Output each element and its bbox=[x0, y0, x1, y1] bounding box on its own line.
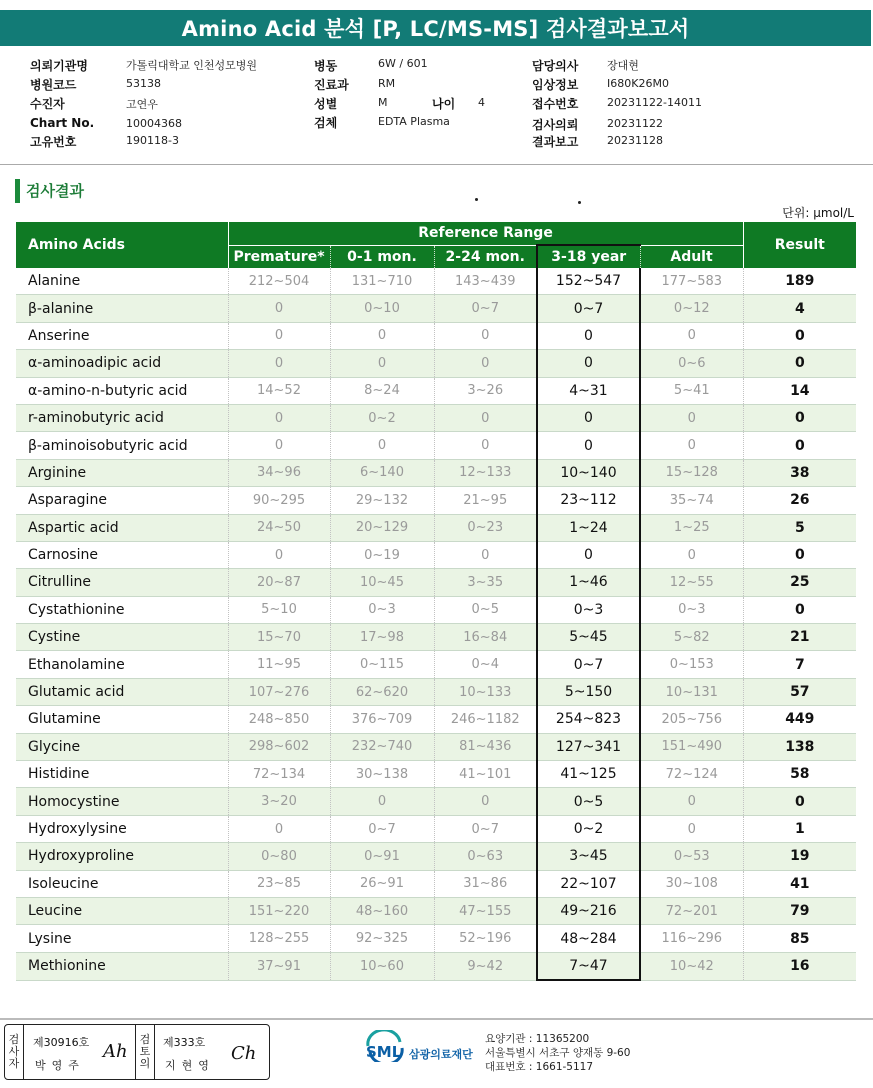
result-value: 16 bbox=[743, 952, 856, 980]
reference-range-cell: 0~2 bbox=[537, 815, 640, 842]
org-info bbox=[485, 1032, 630, 1074]
result-value: 1 bbox=[743, 815, 856, 842]
table-row bbox=[16, 870, 856, 897]
reference-range-cell: 0~115 bbox=[330, 651, 434, 678]
table-row bbox=[16, 295, 856, 322]
reference-range-cell: 0~7 bbox=[434, 815, 537, 842]
reference-range-cell: 205~756 bbox=[640, 706, 743, 733]
reference-range-cell: 0~3 bbox=[537, 596, 640, 623]
reference-range-cell: 0 bbox=[228, 541, 330, 568]
reference-range-cell: 151~220 bbox=[228, 897, 330, 924]
reference-range-cell: 107~276 bbox=[228, 678, 330, 705]
reference-range-cell: 47~155 bbox=[434, 897, 537, 924]
reference-range-cell: 0~19 bbox=[330, 541, 434, 568]
section-title: 검사결과 bbox=[15, 179, 84, 203]
result-value: 19 bbox=[743, 843, 856, 870]
col-header-reference-range: Reference Range bbox=[228, 222, 743, 245]
hospital-code-value: 53138 bbox=[126, 77, 161, 90]
reference-range-cell: 0 bbox=[330, 432, 434, 459]
col-header-adult: Adult bbox=[640, 245, 743, 268]
inspector-label: 검 사 자 bbox=[5, 1025, 24, 1079]
reviewer-license: 제333호 bbox=[163, 1036, 206, 1049]
reference-range-cell: 29~132 bbox=[330, 487, 434, 514]
amino-acid-name: Cystathionine bbox=[16, 596, 228, 623]
report-date-label: 결과보고 bbox=[532, 135, 579, 149]
reference-range-cell: 90~295 bbox=[228, 487, 330, 514]
reference-range-cell: 0~3 bbox=[640, 596, 743, 623]
reference-range-cell: 11~95 bbox=[228, 651, 330, 678]
reference-range-cell: 0 bbox=[640, 322, 743, 349]
reference-range-cell: 10~60 bbox=[330, 952, 434, 980]
amino-acid-name: r-aminobutyric acid bbox=[16, 404, 228, 431]
reference-range-cell: 3~45 bbox=[537, 843, 640, 870]
table-row bbox=[16, 268, 856, 295]
amino-acid-name: Anserine bbox=[16, 322, 228, 349]
table-row bbox=[16, 596, 856, 623]
reference-range-cell: 52~196 bbox=[434, 925, 537, 952]
amino-acid-name: α-amino-n-butyric acid bbox=[16, 377, 228, 404]
age-value: 4 bbox=[478, 96, 485, 109]
reference-range-cell: 0~3 bbox=[330, 596, 434, 623]
amino-acid-name: β-alanine bbox=[16, 295, 228, 322]
reviewer-signature-icon: Ch bbox=[231, 1043, 257, 1064]
reference-range-cell: 5~10 bbox=[228, 596, 330, 623]
hospital-code-label: 병원코드 bbox=[30, 78, 77, 92]
table-row bbox=[16, 377, 856, 404]
reference-range-cell: 0 bbox=[434, 788, 537, 815]
reference-range-cell: 0~6 bbox=[640, 350, 743, 377]
reference-range-cell: 34~96 bbox=[228, 459, 330, 486]
inspector-signature-icon: Ah bbox=[103, 1041, 128, 1062]
amino-acid-name: β-aminoisobutyric acid bbox=[16, 432, 228, 459]
reference-range-cell: 0~63 bbox=[434, 843, 537, 870]
reference-range-cell: 20~87 bbox=[228, 569, 330, 596]
result-value: 38 bbox=[743, 459, 856, 486]
chart-label: Chart No. bbox=[30, 116, 95, 130]
reference-range-cell: 72~201 bbox=[640, 897, 743, 924]
result-value: 0 bbox=[743, 541, 856, 568]
reference-range-cell: 10~42 bbox=[640, 952, 743, 980]
unit-label: 단위: μmol/L bbox=[782, 206, 854, 220]
reference-range-cell: 0 bbox=[537, 541, 640, 568]
reference-range-cell: 0~5 bbox=[537, 788, 640, 815]
table-row bbox=[16, 569, 856, 596]
reference-range-cell: 72~124 bbox=[640, 761, 743, 788]
amino-acid-name: Lysine bbox=[16, 925, 228, 952]
clinical-label: 임상정보 bbox=[532, 78, 579, 92]
reference-range-cell: 10~45 bbox=[330, 569, 434, 596]
table-row bbox=[16, 459, 856, 486]
result-value: 58 bbox=[743, 761, 856, 788]
reference-range-cell: 152~547 bbox=[537, 268, 640, 295]
reference-range-cell: 212~504 bbox=[228, 268, 330, 295]
reference-range-cell: 0 bbox=[228, 432, 330, 459]
reference-range-cell: 0 bbox=[228, 350, 330, 377]
result-value: 0 bbox=[743, 788, 856, 815]
reference-range-cell: 1~46 bbox=[537, 569, 640, 596]
reference-range-cell: 9~42 bbox=[434, 952, 537, 980]
reference-range-cell: 0 bbox=[434, 322, 537, 349]
dept-label: 진료과 bbox=[314, 78, 349, 92]
reference-range-cell: 3~26 bbox=[434, 377, 537, 404]
report-date-value: 20231128 bbox=[607, 134, 663, 147]
amino-acid-name: Ethanolamine bbox=[16, 651, 228, 678]
signature-box bbox=[4, 1024, 270, 1080]
ward-label: 병동 bbox=[314, 59, 338, 73]
amino-acid-name: Carnosine bbox=[16, 541, 228, 568]
inspector-license: 제30916호 bbox=[33, 1036, 90, 1049]
result-value: 0 bbox=[743, 596, 856, 623]
reference-range-cell: 16~84 bbox=[434, 624, 537, 651]
ward-value: 6W / 601 bbox=[378, 57, 428, 70]
result-value: 14 bbox=[743, 377, 856, 404]
reference-range-cell: 12~133 bbox=[434, 459, 537, 486]
reference-range-cell: 10~131 bbox=[640, 678, 743, 705]
result-value: 449 bbox=[743, 706, 856, 733]
result-value: 7 bbox=[743, 651, 856, 678]
reference-range-cell: 0 bbox=[640, 404, 743, 431]
table-row bbox=[16, 788, 856, 815]
decorative-dot bbox=[578, 201, 581, 204]
reference-range-cell: 248~850 bbox=[228, 706, 330, 733]
unique-label: 고유번호 bbox=[30, 135, 77, 149]
report-info bbox=[0, 0, 873, 170]
reference-range-cell: 0~91 bbox=[330, 843, 434, 870]
col-header-3-18-year: 3-18 year bbox=[537, 245, 640, 268]
reference-range-cell: 0~80 bbox=[228, 843, 330, 870]
amino-acid-name: Cystine bbox=[16, 624, 228, 651]
org-address: 서울특별시 서초구 양재동 9-60 bbox=[485, 1047, 631, 1059]
table-row bbox=[16, 952, 856, 980]
reference-range-cell: 3~35 bbox=[434, 569, 537, 596]
table-row bbox=[16, 624, 856, 651]
amino-acid-name: Glutamic acid bbox=[16, 678, 228, 705]
clinical-value: I680K26M0 bbox=[607, 77, 669, 90]
reference-range-cell: 72~134 bbox=[228, 761, 330, 788]
reference-range-cell: 0 bbox=[537, 432, 640, 459]
result-value: 0 bbox=[743, 322, 856, 349]
table-row bbox=[16, 322, 856, 349]
reference-range-cell: 177~583 bbox=[640, 268, 743, 295]
reference-range-cell: 5~45 bbox=[537, 624, 640, 651]
reference-range-cell: 12~55 bbox=[640, 569, 743, 596]
reference-range-cell: 24~50 bbox=[228, 514, 330, 541]
table-row bbox=[16, 733, 856, 760]
result-value: 41 bbox=[743, 870, 856, 897]
reference-range-cell: 62~620 bbox=[330, 678, 434, 705]
reference-range-cell: 127~341 bbox=[537, 733, 640, 760]
table-row bbox=[16, 761, 856, 788]
reference-range-cell: 0 bbox=[640, 432, 743, 459]
amino-acid-name: Citrulline bbox=[16, 569, 228, 596]
amino-acid-name: Aspartic acid bbox=[16, 514, 228, 541]
reference-range-cell: 30~138 bbox=[330, 761, 434, 788]
hospital-label: 의뢰기관명 bbox=[30, 59, 88, 73]
table-row bbox=[16, 541, 856, 568]
reference-range-cell: 0~53 bbox=[640, 843, 743, 870]
result-value: 25 bbox=[743, 569, 856, 596]
reference-range-cell: 0 bbox=[640, 815, 743, 842]
result-value: 79 bbox=[743, 897, 856, 924]
reference-range-cell: 246~1182 bbox=[434, 706, 537, 733]
reference-range-cell: 0~5 bbox=[434, 596, 537, 623]
chart-value: 10004368 bbox=[126, 117, 182, 130]
reference-range-cell: 0 bbox=[228, 322, 330, 349]
amino-acid-name: Leucine bbox=[16, 897, 228, 924]
table-row bbox=[16, 678, 856, 705]
amino-acid-name: Arginine bbox=[16, 459, 228, 486]
receipt-value: 20231122-14011 bbox=[607, 96, 702, 109]
col-header-result: Result bbox=[743, 222, 856, 268]
result-value: 0 bbox=[743, 432, 856, 459]
result-value: 0 bbox=[743, 350, 856, 377]
reference-range-cell: 7~47 bbox=[537, 952, 640, 980]
reference-range-cell: 20~129 bbox=[330, 514, 434, 541]
result-value: 5 bbox=[743, 514, 856, 541]
reference-range-cell: 0~10 bbox=[330, 295, 434, 322]
reference-range-cell: 131~710 bbox=[330, 268, 434, 295]
reference-range-cell: 0 bbox=[228, 815, 330, 842]
dept-value: RM bbox=[378, 77, 396, 90]
result-value: 85 bbox=[743, 925, 856, 952]
reference-range-cell: 48~284 bbox=[537, 925, 640, 952]
reviewer-name: 지현영 bbox=[165, 1059, 215, 1072]
amino-acid-name: Histidine bbox=[16, 761, 228, 788]
table-row bbox=[16, 815, 856, 842]
reference-range-cell: 0~4 bbox=[434, 651, 537, 678]
amino-acid-name: α-aminoadipic acid bbox=[16, 350, 228, 377]
amino-acid-name: Alanine bbox=[16, 268, 228, 295]
reference-range-cell: 81~436 bbox=[434, 733, 537, 760]
info-divider bbox=[0, 164, 873, 165]
reference-range-cell: 49~216 bbox=[537, 897, 640, 924]
result-value: 26 bbox=[743, 487, 856, 514]
reference-range-cell: 0 bbox=[537, 350, 640, 377]
reference-range-cell: 6~140 bbox=[330, 459, 434, 486]
table-row bbox=[16, 925, 856, 952]
reference-range-cell: 143~439 bbox=[434, 268, 537, 295]
footer-divider bbox=[0, 1018, 873, 1020]
amino-acid-name: Hydroxylysine bbox=[16, 815, 228, 842]
reference-range-cell: 116~296 bbox=[640, 925, 743, 952]
reference-range-cell: 151~490 bbox=[640, 733, 743, 760]
reference-range-cell: 3~20 bbox=[228, 788, 330, 815]
patient-value: 고연우 bbox=[126, 98, 158, 111]
reference-range-cell: 254~823 bbox=[537, 706, 640, 733]
inspector-name: 박영주 bbox=[35, 1059, 85, 1072]
reference-range-cell: 22~107 bbox=[537, 870, 640, 897]
reference-range-cell: 37~91 bbox=[228, 952, 330, 980]
reference-range-cell: 0 bbox=[434, 541, 537, 568]
reference-range-cell: 41~101 bbox=[434, 761, 537, 788]
result-value: 4 bbox=[743, 295, 856, 322]
result-value: 21 bbox=[743, 624, 856, 651]
reference-range-cell: 128~255 bbox=[228, 925, 330, 952]
reference-range-cell: 4~31 bbox=[537, 377, 640, 404]
reference-range-cell: 92~325 bbox=[330, 925, 434, 952]
reference-range-cell: 0 bbox=[537, 322, 640, 349]
reference-range-cell: 0 bbox=[640, 788, 743, 815]
table-row bbox=[16, 651, 856, 678]
reference-range-cell: 35~74 bbox=[640, 487, 743, 514]
doctor-value: 장대현 bbox=[607, 59, 639, 72]
reference-range-cell: 5~82 bbox=[640, 624, 743, 651]
reference-range-cell: 1~24 bbox=[537, 514, 640, 541]
org-phone: 대표번호 : 1661-5117 bbox=[485, 1061, 594, 1073]
reference-range-cell: 10~140 bbox=[537, 459, 640, 486]
receipt-label: 접수번호 bbox=[532, 97, 579, 111]
reference-range-cell: 5~41 bbox=[640, 377, 743, 404]
table-row bbox=[16, 706, 856, 733]
org-code: 요양기관 : 11365200 bbox=[485, 1033, 590, 1045]
reference-range-cell: 1~25 bbox=[640, 514, 743, 541]
reference-range-cell: 17~98 bbox=[330, 624, 434, 651]
doctor-label: 담당의사 bbox=[532, 59, 579, 73]
sex-value: M bbox=[378, 96, 388, 109]
reference-range-cell: 0 bbox=[228, 404, 330, 431]
reference-range-cell: 8~24 bbox=[330, 377, 434, 404]
reference-range-cell: 0 bbox=[434, 404, 537, 431]
specimen-label: 검체 bbox=[314, 116, 338, 130]
reference-range-cell: 0~23 bbox=[434, 514, 537, 541]
reference-range-cell: 14~52 bbox=[228, 377, 330, 404]
reference-range-cell: 30~108 bbox=[640, 870, 743, 897]
table-row bbox=[16, 514, 856, 541]
table-row bbox=[16, 350, 856, 377]
request-label: 검사의뢰 bbox=[532, 118, 579, 132]
reference-range-cell: 0~7 bbox=[434, 295, 537, 322]
org-short-name: SML bbox=[366, 1043, 402, 1061]
report-title: Amino Acid 분석 [P, LC/MS-MS] 검사결과보고서 bbox=[0, 10, 871, 46]
sex-label: 성별 bbox=[314, 97, 338, 111]
result-value: 57 bbox=[743, 678, 856, 705]
reference-range-cell: 0~7 bbox=[330, 815, 434, 842]
reference-range-cell: 10~133 bbox=[434, 678, 537, 705]
reference-range-cell: 0 bbox=[640, 541, 743, 568]
age-label: 나이 bbox=[432, 97, 456, 111]
reference-range-cell: 0~153 bbox=[640, 651, 743, 678]
reference-range-cell: 21~95 bbox=[434, 487, 537, 514]
reference-range-cell: 0~12 bbox=[640, 295, 743, 322]
specimen-value: EDTA Plasma bbox=[378, 115, 450, 128]
reviewer-label: 검 토 의 bbox=[135, 1025, 155, 1079]
table-row bbox=[16, 843, 856, 870]
reference-range-cell: 26~91 bbox=[330, 870, 434, 897]
result-value: 0 bbox=[743, 404, 856, 431]
reference-range-cell: 232~740 bbox=[330, 733, 434, 760]
table-row bbox=[16, 487, 856, 514]
reference-range-cell: 0~7 bbox=[537, 295, 640, 322]
table-row bbox=[16, 432, 856, 459]
reference-range-cell: 15~70 bbox=[228, 624, 330, 651]
amino-acid-name: Glycine bbox=[16, 733, 228, 760]
table-row bbox=[16, 897, 856, 924]
reference-range-cell: 298~602 bbox=[228, 733, 330, 760]
col-header-2-24-mon: 2-24 mon. bbox=[434, 245, 537, 268]
reference-range-cell: 376~709 bbox=[330, 706, 434, 733]
result-value: 189 bbox=[743, 268, 856, 295]
reference-range-cell: 0 bbox=[330, 322, 434, 349]
reference-range-cell: 5~150 bbox=[537, 678, 640, 705]
reference-range-cell: 31~86 bbox=[434, 870, 537, 897]
amino-acid-name: Hydroxyproline bbox=[16, 843, 228, 870]
col-header-amino-acids: Amino Acids bbox=[16, 222, 228, 268]
amino-acid-name: Asparagine bbox=[16, 487, 228, 514]
reference-range-cell: 0 bbox=[330, 350, 434, 377]
decorative-dot bbox=[475, 198, 478, 201]
amino-acid-table bbox=[16, 222, 856, 981]
patient-label: 수진자 bbox=[30, 97, 65, 111]
unique-value: 190118-3 bbox=[126, 134, 179, 147]
amino-acid-name: Glutamine bbox=[16, 706, 228, 733]
table-row bbox=[16, 404, 856, 431]
hospital-value: 가톨릭대학교 인천성모병원 bbox=[126, 59, 258, 72]
reference-range-cell: 23~85 bbox=[228, 870, 330, 897]
col-header-0-1-mon: 0-1 mon. bbox=[330, 245, 434, 268]
amino-acid-name: Homocystine bbox=[16, 788, 228, 815]
reference-range-cell: 0 bbox=[434, 350, 537, 377]
reference-range-cell: 0~7 bbox=[537, 651, 640, 678]
reference-range-cell: 15~128 bbox=[640, 459, 743, 486]
reference-range-cell: 48~160 bbox=[330, 897, 434, 924]
reference-range-cell: 0~2 bbox=[330, 404, 434, 431]
reference-range-cell: 23~112 bbox=[537, 487, 640, 514]
amino-acid-name: Methionine bbox=[16, 952, 228, 980]
reference-range-cell: 0 bbox=[537, 404, 640, 431]
result-value: 138 bbox=[743, 733, 856, 760]
request-value: 20231122 bbox=[607, 117, 663, 130]
amino-acid-name: Isoleucine bbox=[16, 870, 228, 897]
reference-range-cell: 0 bbox=[330, 788, 434, 815]
col-header-premature: Premature* bbox=[228, 245, 330, 268]
reference-range-cell: 0 bbox=[228, 295, 330, 322]
org-name: 삼광의료재단 bbox=[409, 1048, 473, 1061]
reference-range-cell: 0 bbox=[434, 432, 537, 459]
reference-range-cell: 41~125 bbox=[537, 761, 640, 788]
